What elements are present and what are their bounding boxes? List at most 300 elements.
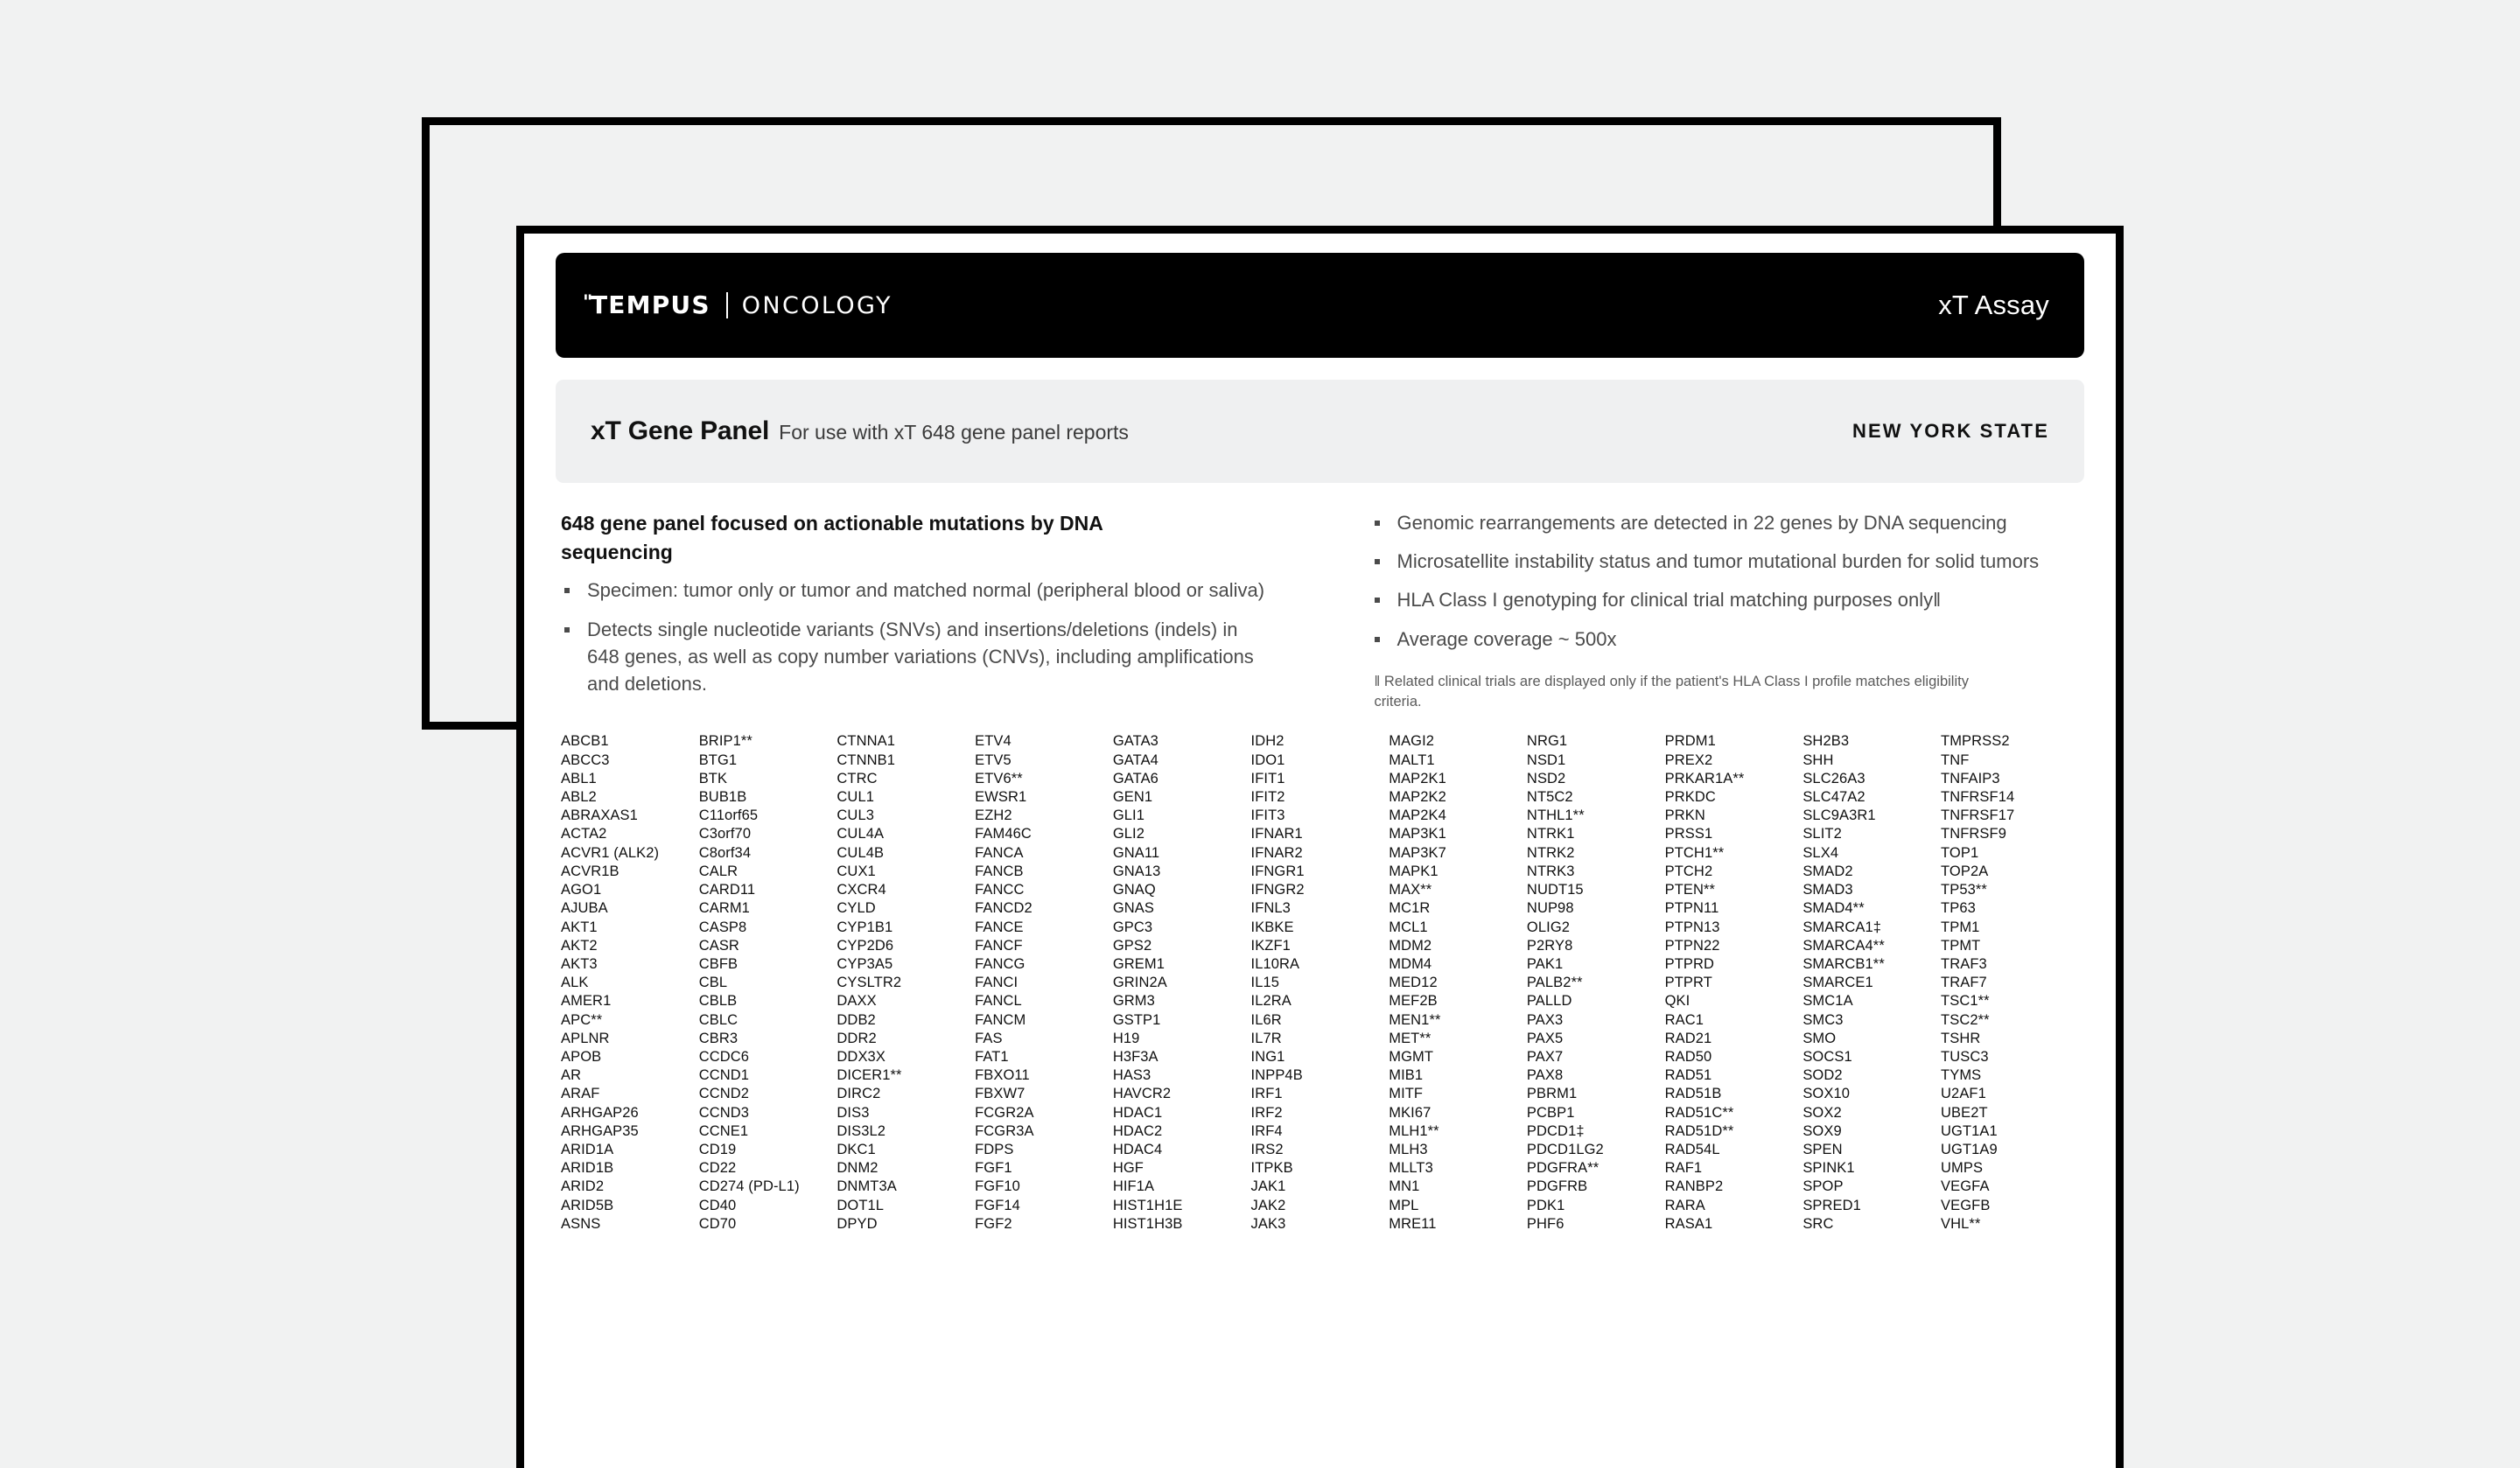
gene-name: SOX2: [1802, 1104, 1842, 1121]
gene-name: GPS2: [1112, 937, 1152, 954]
gene-name: GRIN2A: [1112, 975, 1167, 991]
gene-name: IL7R: [1250, 1030, 1282, 1046]
gene-name: U2AF1: [1941, 1086, 1986, 1102]
gene-name: IFNL3: [1250, 900, 1291, 917]
assay-title: xT Assay: [1938, 290, 2049, 320]
gene-name: PRKAR1A**: [1664, 770, 1745, 786]
gene-name: FBXW7: [975, 1086, 1026, 1102]
gene-name: FGF10: [975, 1178, 1020, 1195]
gene-name: SOX10: [1802, 1086, 1851, 1102]
intro-column-left: [561, 509, 1320, 711]
gene-name: PAX7: [1526, 1048, 1564, 1065]
gene-name: PAX8: [1526, 1067, 1564, 1084]
gene-name: MIB1: [1389, 1067, 1424, 1084]
gene-name: GATA6: [1112, 770, 1158, 786]
gene-name: RANBP2: [1664, 1178, 1724, 1195]
gene-name: GATA4: [1112, 751, 1158, 768]
gene-name: GNA11: [1112, 844, 1160, 861]
gene-name: GLI2: [1112, 826, 1144, 842]
gene-name: CUL4B: [836, 844, 885, 861]
gene-name: APC**: [561, 1011, 603, 1028]
gene-name: PTCH1**: [1664, 844, 1725, 861]
tempus-wordmark: [583, 290, 724, 319]
gene-name: PRKN: [1664, 807, 1705, 824]
gene-name: UGT1A9: [1941, 1141, 1998, 1157]
gene-name: RASA1: [1664, 1215, 1713, 1232]
gene-name: BUB1B: [698, 789, 747, 806]
gene-name: NUDT15: [1526, 882, 1584, 898]
gene-name: TPMT: [1941, 937, 1981, 954]
gene-name: GPC3: [1112, 919, 1153, 935]
gene-name: CASP8: [698, 919, 747, 935]
gene-name: PDK1: [1526, 1197, 1565, 1213]
gene-name: MN1: [1389, 1178, 1420, 1195]
gene-name: SH2B3: [1802, 733, 1850, 750]
gene-name: FANCB: [975, 863, 1024, 879]
gene-name: MDM4: [1389, 955, 1432, 972]
gene-name: MAP2K2: [1389, 789, 1446, 806]
gene-name: CXCR4: [836, 882, 886, 898]
gene-name: GREM1: [1112, 955, 1165, 972]
gene-name: CARD11: [698, 882, 756, 898]
document-page: [524, 234, 2116, 1468]
gene-column: [975, 732, 1113, 1233]
gene-column: [1527, 732, 1665, 1233]
intro-section: [556, 509, 2084, 711]
gene-name: CTNNB1: [836, 751, 896, 768]
panel-title-strip: [556, 380, 2084, 483]
gene-name: CASR: [698, 937, 739, 954]
gene-name: H19: [1112, 1030, 1140, 1046]
document-window[interactable]: [516, 226, 2124, 1468]
gene-name: P2RY8: [1526, 937, 1573, 954]
gene-name: DIS3L2: [836, 1122, 886, 1139]
gene-name: PAX5: [1526, 1030, 1564, 1046]
gene-name: CYP1B1: [836, 919, 893, 935]
panel-title-group: [591, 416, 1129, 446]
gene-name: GSTP1: [1112, 1011, 1161, 1028]
gene-name: TPM1: [1941, 919, 1980, 935]
gene-name: CCDC6: [698, 1048, 750, 1065]
gene-name: ABL2: [561, 789, 597, 806]
gene-name: SMAD4**: [1802, 900, 1865, 917]
gene-name: TOP2A: [1941, 863, 1989, 879]
gene-name: NTHL1**: [1526, 807, 1585, 824]
brand-product-text: ONCOLOGY: [741, 291, 892, 319]
gene-name: PDCD1LG2: [1526, 1141, 1604, 1157]
gene-name: FANCI: [975, 975, 1018, 991]
gene-name: GEN1: [1112, 789, 1153, 806]
gene-name: TNFAIP3: [1941, 770, 2000, 786]
gene-name: FANCM: [975, 1011, 1026, 1028]
gene-name: PDGFRB: [1526, 1178, 1588, 1195]
gene-name: GRM3: [1112, 993, 1155, 1010]
gene-name: DIS3: [836, 1104, 870, 1121]
gene-name: CBLC: [698, 1011, 738, 1028]
gene-name: CYSLTR2: [836, 975, 902, 991]
gene-name: EZH2: [975, 807, 1012, 824]
gene-name: IFNGR2: [1250, 882, 1305, 898]
gene-name: SMC3: [1802, 1011, 1844, 1028]
gene-name: TSHR: [1941, 1030, 1981, 1046]
gene-name: IFIT2: [1250, 789, 1285, 806]
gene-name: IDO1: [1250, 751, 1285, 768]
gene-name: HDAC1: [1112, 1104, 1163, 1121]
gene-name: SLC26A3: [1802, 770, 1866, 786]
gene-name: MITF: [1389, 1086, 1424, 1102]
gene-name: FGF14: [975, 1197, 1020, 1213]
gene-name: FAM46C: [975, 826, 1032, 842]
tempus-tick-icon: ": [583, 292, 594, 314]
gene-name: IL2RA: [1250, 993, 1292, 1010]
gene-name: DDX3X: [836, 1048, 886, 1065]
gene-name: AJUBA: [561, 900, 608, 917]
gene-name: IFIT1: [1250, 770, 1285, 786]
gene-name: CYP3A5: [836, 955, 893, 972]
gene-column: [836, 732, 975, 1233]
gene-name: PTPN11: [1664, 900, 1719, 917]
gene-name: MAP3K7: [1389, 844, 1446, 861]
gene-name: APOB: [561, 1048, 602, 1065]
gene-name: MAP2K4: [1389, 807, 1446, 824]
gene-name: HGF: [1112, 1160, 1144, 1177]
gene-name: PAK1: [1526, 955, 1564, 972]
gene-name: PAX3: [1526, 1011, 1564, 1028]
gene-name: ABL1: [561, 770, 597, 786]
gene-name: HDAC4: [1112, 1141, 1163, 1157]
intro-heading: 648 gene panel focused on actionable mutations by DNA sequencing: [561, 512, 1102, 563]
gene-name: TNFRSF14: [1941, 789, 2015, 806]
gene-name: MED12: [1389, 975, 1438, 991]
gene-name: PDGFRA**: [1526, 1160, 1600, 1177]
gene-name: PRDM1: [1664, 733, 1716, 750]
gene-column: [699, 732, 837, 1233]
gene-name: JAK2: [1250, 1197, 1286, 1213]
gene-name: CYLD: [836, 900, 876, 917]
gene-name: NSD2: [1526, 770, 1566, 786]
gene-name: C8orf34: [698, 844, 752, 861]
gene-name: GLI1: [1112, 807, 1144, 824]
gene-name: FANCD2: [975, 900, 1032, 917]
gene-name: MC1R: [1389, 900, 1431, 917]
gene-name: TUSC3: [1941, 1048, 1989, 1065]
gene-name: CUL1: [836, 789, 874, 806]
intro-left-bullet-list: [561, 577, 1270, 697]
gene-name: VEGFA: [1941, 1178, 1990, 1195]
gene-name: MEF2B: [1389, 993, 1438, 1010]
gene-name: JAK1: [1250, 1178, 1286, 1195]
gene-name: SMAD3: [1802, 882, 1853, 898]
gene-name: GNAS: [1112, 900, 1154, 917]
gene-name: INPP4B: [1250, 1067, 1303, 1084]
gene-name: BTK: [698, 770, 728, 786]
gene-name: SRC: [1802, 1215, 1834, 1232]
gene-name: NTRK1: [1526, 826, 1575, 842]
gene-name: SMARCA1‡: [1802, 919, 1882, 935]
gene-name: C11orf65: [698, 807, 759, 824]
gene-name: IRF1: [1250, 1086, 1283, 1102]
gene-name: GNA13: [1112, 863, 1161, 879]
gene-name: ARID2: [561, 1178, 605, 1195]
gene-name: MAPK1: [1389, 863, 1438, 879]
gene-name: TMPRSS2: [1941, 733, 2010, 750]
gene-name: IFNAR1: [1250, 826, 1303, 842]
gene-name: MLH1**: [1389, 1122, 1439, 1139]
gene-name: TYMS: [1941, 1067, 1982, 1084]
gene-name: SMARCE1: [1802, 975, 1873, 991]
gene-name: RAD51: [1664, 1067, 1712, 1084]
gene-name: ARID1A: [561, 1141, 614, 1157]
gene-name: TRAF3: [1941, 955, 1987, 972]
gene-name: CCNE1: [698, 1122, 749, 1139]
gene-name: RAD50: [1664, 1048, 1712, 1065]
gene-name: CUX1: [836, 863, 876, 879]
gene-name: MGMT: [1389, 1048, 1434, 1065]
gene-column: [1389, 732, 1527, 1233]
gene-name: H3F3A: [1112, 1048, 1158, 1065]
gene-name: UGT1A1: [1941, 1122, 1998, 1139]
gene-name: HAVCR2: [1112, 1086, 1172, 1102]
gene-name: SPOP: [1802, 1178, 1844, 1195]
gene-name: IRF4: [1250, 1122, 1283, 1139]
gene-name: NTRK3: [1526, 863, 1575, 879]
gene-name: IRS2: [1250, 1141, 1284, 1157]
gene-name: ABCB1: [561, 733, 609, 750]
gene-name: PALLD: [1526, 993, 1572, 1010]
gene-column: [1941, 732, 2079, 1233]
gene-name: ALK: [561, 975, 589, 991]
gene-name: TP63: [1941, 900, 1976, 917]
gene-name: FCGR2A: [975, 1104, 1034, 1121]
gene-name: PCBP1: [1526, 1104, 1575, 1121]
gene-name: MLH3: [1389, 1141, 1428, 1157]
gene-name: CBR3: [698, 1030, 738, 1046]
gene-name: RAD21: [1664, 1030, 1712, 1046]
gene-name: PRKDC: [1664, 789, 1716, 806]
gene-name: SMAD2: [1802, 863, 1853, 879]
gene-name: SPRED1: [1802, 1197, 1861, 1213]
gene-name: SOX9: [1802, 1122, 1842, 1139]
gene-name: MAX**: [1389, 882, 1432, 898]
gene-name: CUL3: [836, 807, 874, 824]
gene-name: ETV6**: [975, 770, 1023, 786]
gene-name: FAT1: [975, 1048, 1009, 1065]
gene-name: CYP2D6: [836, 937, 894, 954]
gene-name: FGF1: [975, 1160, 1012, 1177]
gene-name: HDAC2: [1112, 1122, 1163, 1139]
gene-name: SLX4: [1802, 844, 1839, 861]
gene-name: SLC47A2: [1802, 789, 1866, 806]
gene-name: CD40: [698, 1197, 737, 1213]
gene-name: AMER1: [561, 993, 612, 1010]
gene-name: ETV4: [975, 733, 1012, 750]
gene-name: FANCA: [975, 844, 1024, 861]
gene-name: OLIG2: [1526, 919, 1571, 935]
gene-name: IKZF1: [1250, 937, 1291, 954]
gene-name: RAD54L: [1664, 1141, 1720, 1157]
brand-divider: [726, 292, 728, 318]
gene-name: CD274 (PD-L1): [698, 1178, 800, 1195]
gene-name: MKI67: [1389, 1104, 1432, 1121]
list-item: Genomic rearrangements are detected in 22 genes by DNA sequencing: [1371, 509, 2080, 536]
gene-name: ACTA2: [561, 826, 607, 842]
gene-name: CARM1: [698, 900, 750, 917]
list-item: Detects single nucleotide variants (SNVs) and insertions/deletions (indels) in 648 genes, as well as copy number variations (CNVs), including amplifications and deletions.: [561, 616, 1270, 698]
list-item: Specimen: tumor only or tumor and matched normal (peripheral blood or saliva): [561, 577, 1270, 604]
gene-name: UBE2T: [1941, 1104, 1988, 1121]
gene-name: ABCC3: [561, 751, 610, 768]
gene-name: UMPS: [1941, 1160, 1984, 1177]
gene-name: MLLT3: [1389, 1160, 1433, 1177]
gene-name: RARA: [1664, 1197, 1705, 1213]
gene-name: FDPS: [975, 1141, 1014, 1157]
gene-name: IRF2: [1250, 1104, 1283, 1121]
gene-name: MAGI2: [1389, 733, 1435, 750]
gene-name: HIST1H1E: [1112, 1197, 1183, 1213]
gene-name: PRSS1: [1664, 826, 1713, 842]
gene-name: DKC1: [836, 1141, 876, 1157]
gene-name: VEGFB: [1941, 1197, 1991, 1213]
gene-name: FANCL: [975, 993, 1022, 1010]
gene-name: RAD51C**: [1664, 1104, 1734, 1121]
gene-name: PTEN**: [1664, 882, 1716, 898]
gene-name: MEN1**: [1389, 1011, 1441, 1028]
gene-name: GNAQ: [1112, 882, 1156, 898]
footnote: ‖ Related clinical trials are displayed only if the patient's HLA Class I profile matches eligibility criteria.: [1374, 673, 1969, 710]
gene-name: AKT2: [561, 937, 598, 954]
gene-name: NT5C2: [1526, 789, 1573, 806]
intro-column-right: [1320, 509, 2080, 711]
gene-name: MCL1: [1389, 919, 1428, 935]
gene-name: CTNNA1: [836, 733, 896, 750]
gene-column: [1113, 732, 1251, 1233]
gene-name: FANCF: [975, 937, 1023, 954]
gene-column: [1251, 732, 1390, 1233]
gene-name: DNMT3A: [836, 1178, 897, 1195]
gene-name: TSC2**: [1941, 1011, 1990, 1028]
list-item: HLA Class I genotyping for clinical trial matching purposes only‖: [1371, 586, 2080, 613]
gene-name: AR: [561, 1067, 582, 1084]
gene-name: PBRM1: [1526, 1086, 1578, 1102]
gene-name: FBXO11: [975, 1067, 1030, 1084]
gene-name: CBLB: [698, 993, 738, 1010]
gene-name: TNFRSF17: [1941, 807, 2015, 824]
gene-name: PTPN13: [1664, 919, 1720, 935]
page-title: xT Gene Panel: [591, 416, 770, 445]
gene-column: [561, 732, 699, 1233]
gene-name: MRE11: [1389, 1215, 1437, 1232]
gene-name: ARHGAP35: [561, 1122, 639, 1139]
gene-name: MALT1: [1389, 751, 1435, 768]
gene-column: [1665, 732, 1803, 1233]
gene-name: SOD2: [1802, 1067, 1843, 1084]
gene-name: IFNAR2: [1250, 844, 1303, 861]
gene-name: SPEN: [1802, 1141, 1843, 1157]
gene-name: IL6R: [1250, 1011, 1282, 1028]
intro-right-bullet-list: [1371, 509, 2080, 653]
gene-name: TRAF7: [1941, 975, 1987, 991]
gene-name: PTCH2: [1664, 863, 1713, 879]
gene-name: SMC1A: [1802, 993, 1853, 1010]
gene-name: MAP2K1: [1389, 770, 1446, 786]
gene-name: TNFRSF9: [1941, 826, 2006, 842]
gene-name: ARAF: [561, 1086, 600, 1102]
gene-name: FAS: [975, 1030, 1003, 1046]
gene-name: ACVR1B: [561, 863, 620, 879]
gene-name: ETV5: [975, 751, 1012, 768]
gene-name: CD19: [698, 1141, 737, 1157]
gene-name: VHL**: [1941, 1215, 1981, 1232]
gene-name: QKI: [1664, 993, 1690, 1010]
gene-name: PTPRD: [1664, 955, 1715, 972]
gene-name: ING1: [1250, 1048, 1285, 1065]
list-item: Microsatellite instability status and tumor mutational burden for solid tumors: [1371, 548, 2080, 575]
gene-name: AKT3: [561, 955, 598, 972]
gene-name: DDB2: [836, 1011, 876, 1028]
gene-name: CBFB: [698, 955, 738, 972]
gene-name: ASNS: [561, 1215, 601, 1232]
gene-name: AKT1: [561, 919, 598, 935]
gene-name: RAD51D**: [1664, 1122, 1734, 1139]
gene-name: SHH: [1802, 751, 1834, 768]
gene-list-grid: [556, 732, 2084, 1233]
gene-name: PTPN22: [1664, 937, 1720, 954]
gene-name: TOP1: [1941, 844, 1979, 861]
tempus-wordmark-text: TEMPUS: [591, 290, 710, 319]
status-badge: NEW YORK STATE: [1852, 420, 2049, 442]
gene-name: CCND3: [698, 1104, 750, 1121]
gene-name: DPYD: [836, 1215, 878, 1232]
gene-name: AGO1: [561, 882, 602, 898]
gene-name: CCND2: [698, 1086, 750, 1102]
gene-name: CD70: [698, 1215, 737, 1232]
gene-name: SLC9A3R1: [1802, 807, 1876, 824]
gene-name: JAK3: [1250, 1215, 1286, 1232]
gene-name: TNF: [1941, 751, 1970, 768]
gene-name: MPL: [1389, 1197, 1419, 1213]
gene-name: SLIT2: [1802, 826, 1842, 842]
gene-name: FANCE: [975, 919, 1024, 935]
gene-name: SMARCA4**: [1802, 937, 1885, 954]
gene-name: HIST1H3B: [1112, 1215, 1183, 1232]
gene-name: HIF1A: [1112, 1178, 1155, 1195]
gene-name: NRG1: [1526, 733, 1568, 750]
gene-name: CUL4A: [836, 826, 885, 842]
gene-name: RAD51B: [1664, 1086, 1722, 1102]
gene-name: IFIT3: [1250, 807, 1285, 824]
gene-name: ABRAXAS1: [561, 807, 638, 824]
gene-name: MAP3K1: [1389, 826, 1446, 842]
gene-name: C3orf70: [698, 826, 752, 842]
gene-name: DAXX: [836, 993, 877, 1010]
gene-name: IL15: [1250, 975, 1280, 991]
gene-name: DICER1**: [836, 1067, 902, 1084]
gene-name: MDM2: [1389, 937, 1432, 954]
gene-name: SOCS1: [1802, 1048, 1852, 1065]
brand-lockup: [583, 290, 892, 319]
gene-name: EWSR1: [975, 789, 1027, 806]
gene-name: SPINK1: [1802, 1160, 1855, 1177]
gene-name: DNM2: [836, 1160, 878, 1177]
gene-name: IL10RA: [1250, 955, 1300, 972]
gene-name: PREX2: [1664, 751, 1713, 768]
gene-column: [1802, 732, 1941, 1233]
gene-name: CBL: [698, 975, 728, 991]
gene-name: PHF6: [1526, 1215, 1564, 1232]
gene-name: ACVR1 (ALK2): [561, 844, 660, 861]
gene-name: IKBKE: [1250, 919, 1294, 935]
gene-name: IDH2: [1250, 733, 1284, 750]
